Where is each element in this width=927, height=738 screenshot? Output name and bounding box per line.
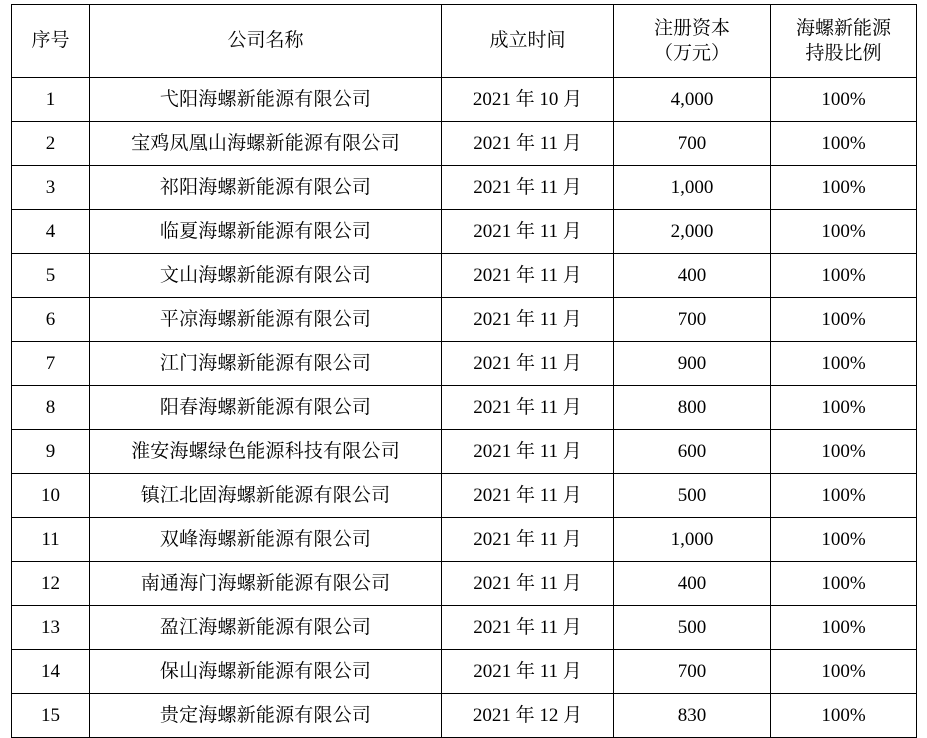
cell-company-name: 平凉海螺新能源有限公司 [90,298,442,342]
cell-shareholding-ratio: 100% [771,298,917,342]
cell-established-date: 2021 年 11 月 [442,122,614,166]
cell-registered-capital: 2,000 [614,210,771,254]
cell-registered-capital: 400 [614,254,771,298]
table-row [12,122,917,166]
cell-index: 3 [12,166,90,210]
table-row [12,166,917,210]
cell-established-date: 2021 年 11 月 [442,562,614,606]
table-row [12,210,917,254]
cell-established-date: 2021 年 11 月 [442,210,614,254]
subsidiary-table [11,4,917,738]
column-header-index-line-1: 序号 [31,30,70,52]
column-header-established-date-line-1: 成立时间 [489,30,566,52]
cell-company-name: 镇江北固海螺新能源有限公司 [90,474,442,518]
cell-registered-capital: 500 [614,606,771,650]
cell-shareholding-ratio: 100% [771,122,917,166]
cell-shareholding-ratio: 100% [771,606,917,650]
cell-registered-capital: 700 [614,122,771,166]
table-row [12,342,917,386]
cell-company-name: 临夏海螺新能源有限公司 [90,210,442,254]
cell-established-date: 2021 年 11 月 [442,430,614,474]
subsidiary-table-container [0,4,927,738]
cell-shareholding-ratio: 100% [771,78,917,122]
cell-company-name: 保山海螺新能源有限公司 [90,650,442,694]
cell-established-date: 2021 年 12 月 [442,694,614,738]
cell-established-date: 2021 年 11 月 [442,518,614,562]
cell-registered-capital: 700 [614,298,771,342]
cell-registered-capital: 900 [614,342,771,386]
cell-shareholding-ratio: 100% [771,518,917,562]
cell-registered-capital: 600 [614,430,771,474]
cell-company-name: 文山海螺新能源有限公司 [90,254,442,298]
table-row [12,430,917,474]
cell-established-date: 2021 年 11 月 [442,386,614,430]
cell-shareholding-ratio: 100% [771,562,917,606]
cell-established-date: 2021 年 11 月 [442,342,614,386]
cell-company-name: 江门海螺新能源有限公司 [90,342,442,386]
cell-shareholding-ratio: 100% [771,254,917,298]
table-row [12,78,917,122]
cell-index: 12 [12,562,90,606]
cell-index: 6 [12,298,90,342]
table-row [12,650,917,694]
cell-index: 8 [12,386,90,430]
cell-registered-capital: 500 [614,474,771,518]
cell-index: 9 [12,430,90,474]
column-header-shareholding-ratio-line-2: 持股比例 [805,43,882,64]
cell-established-date: 2021 年 11 月 [442,474,614,518]
cell-shareholding-ratio: 100% [771,210,917,254]
cell-index: 15 [12,694,90,738]
column-header-registered-capital-line-2: （万元） [653,43,730,64]
cell-index: 10 [12,474,90,518]
cell-company-name: 阳春海螺新能源有限公司 [90,386,442,430]
cell-company-name: 双峰海螺新能源有限公司 [90,518,442,562]
cell-index: 5 [12,254,90,298]
cell-company-name: 淮安海螺绿色能源科技有限公司 [90,430,442,474]
cell-index: 4 [12,210,90,254]
cell-company-name: 弋阳海螺新能源有限公司 [90,78,442,122]
column-header-index [12,5,90,78]
cell-established-date: 2021 年 11 月 [442,606,614,650]
column-header-shareholding-ratio [771,5,917,78]
column-header-company-name-line-1: 公司名称 [227,30,304,52]
table-row [12,694,917,738]
cell-shareholding-ratio: 100% [771,386,917,430]
cell-index: 2 [12,122,90,166]
cell-established-date: 2021 年 10 月 [442,78,614,122]
cell-registered-capital: 400 [614,562,771,606]
table-row [12,606,917,650]
cell-registered-capital: 4,000 [614,78,771,122]
cell-established-date: 2021 年 11 月 [442,166,614,210]
table-body [12,78,917,738]
cell-shareholding-ratio: 100% [771,474,917,518]
table-row [12,518,917,562]
cell-shareholding-ratio: 100% [771,430,917,474]
cell-company-name: 贵定海螺新能源有限公司 [90,694,442,738]
cell-index: 1 [12,78,90,122]
cell-shareholding-ratio: 100% [771,694,917,738]
table-header-row [12,5,917,78]
cell-company-name: 盈江海螺新能源有限公司 [90,606,442,650]
column-header-established-date [442,5,614,78]
column-header-registered-capital-line-1: 注册资本 [653,17,730,39]
cell-index: 7 [12,342,90,386]
cell-company-name: 祁阳海螺新能源有限公司 [90,166,442,210]
cell-index: 13 [12,606,90,650]
cell-registered-capital: 1,000 [614,166,771,210]
table-row [12,474,917,518]
cell-shareholding-ratio: 100% [771,650,917,694]
table-row [12,386,917,430]
cell-registered-capital: 800 [614,386,771,430]
cell-registered-capital: 1,000 [614,518,771,562]
cell-shareholding-ratio: 100% [771,166,917,210]
column-header-company-name [90,5,442,78]
table-header [12,5,917,78]
table-row [12,562,917,606]
cell-established-date: 2021 年 11 月 [442,254,614,298]
cell-established-date: 2021 年 11 月 [442,650,614,694]
cell-index: 14 [12,650,90,694]
cell-company-name: 宝鸡凤凰山海螺新能源有限公司 [90,122,442,166]
cell-established-date: 2021 年 11 月 [442,298,614,342]
column-header-registered-capital [614,5,771,78]
table-row [12,298,917,342]
table-row [12,254,917,298]
column-header-shareholding-ratio-line-1: 海螺新能源 [795,17,891,39]
cell-shareholding-ratio: 100% [771,342,917,386]
cell-registered-capital: 700 [614,650,771,694]
cell-index: 11 [12,518,90,562]
cell-company-name: 南通海门海螺新能源有限公司 [90,562,442,606]
cell-registered-capital: 830 [614,694,771,738]
